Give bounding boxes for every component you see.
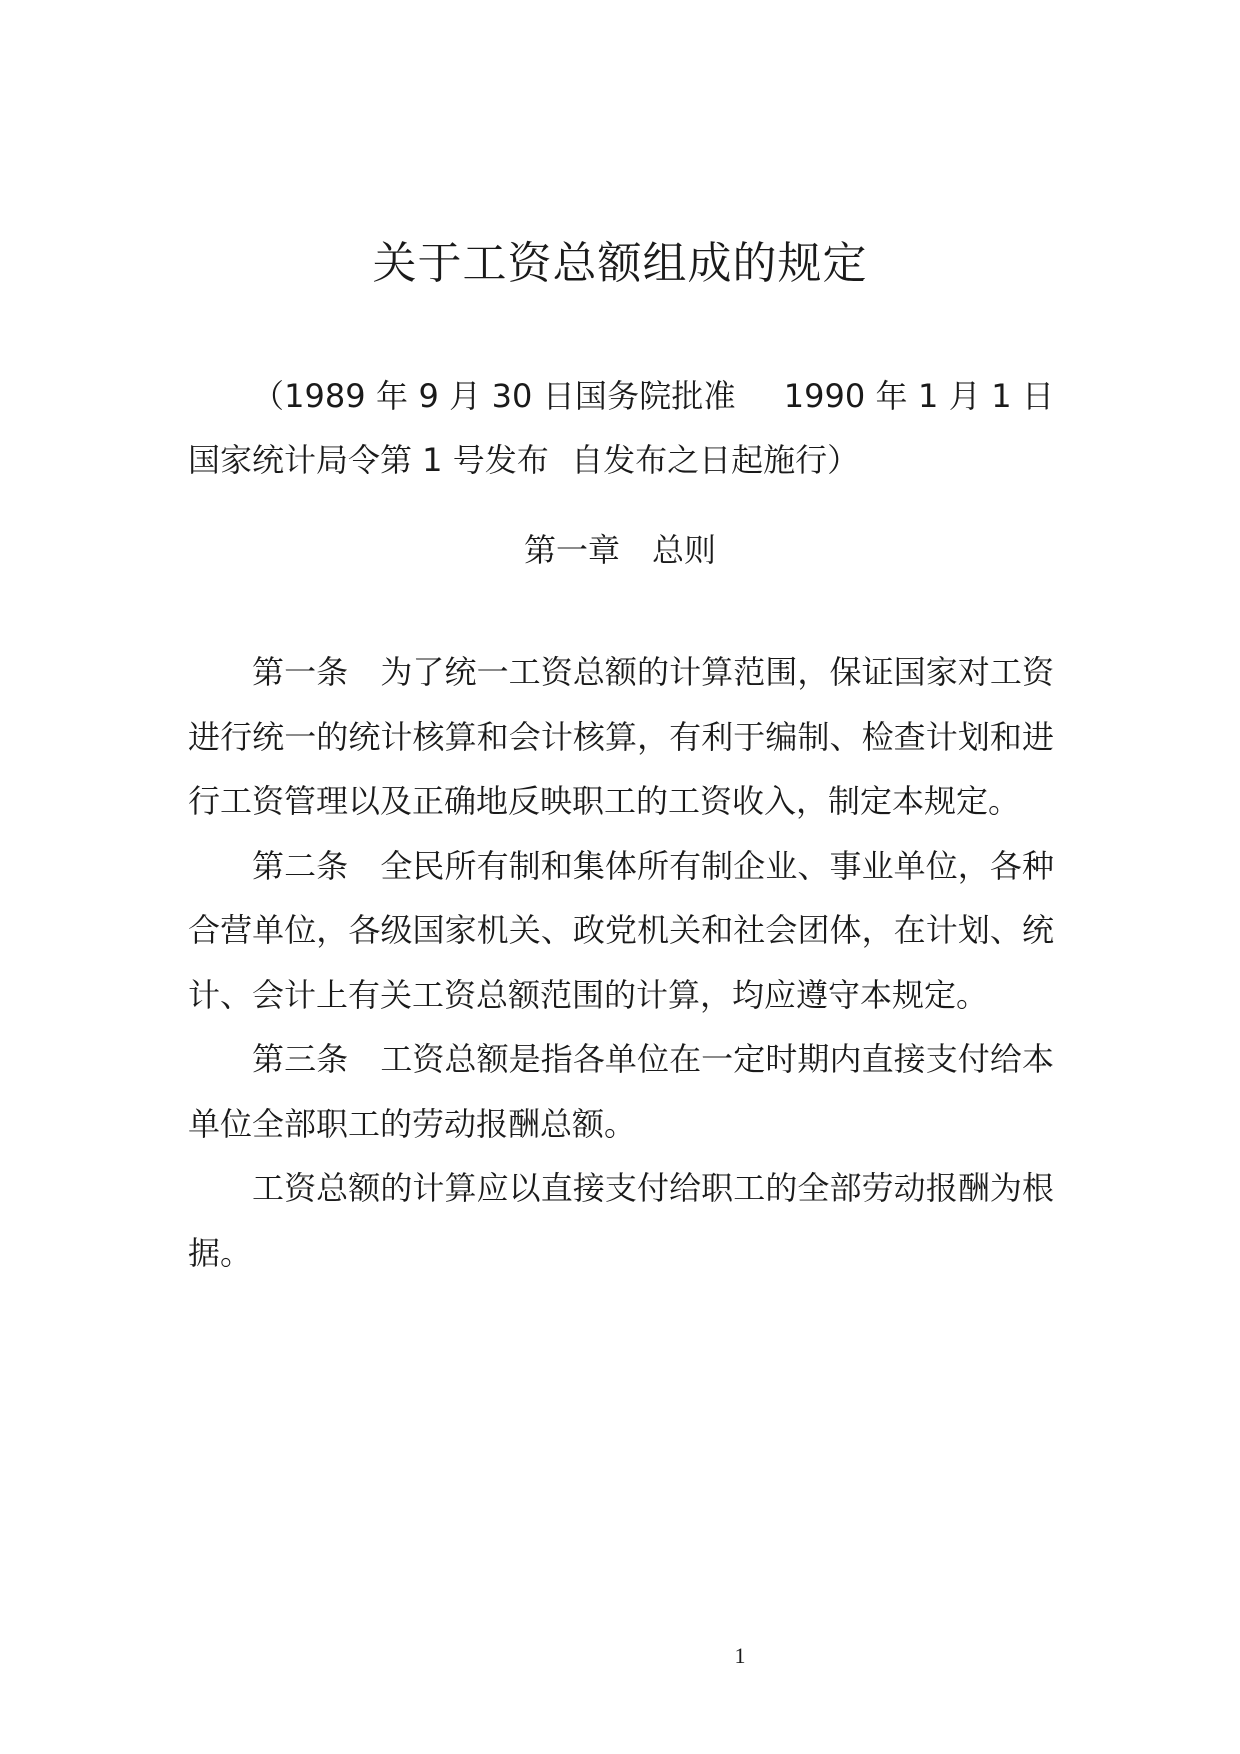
- article-label: 第三条: [252, 1040, 349, 1078]
- article-text: 工资总额是指各单位在一定时期内直接支付给本单位全部职工的劳动报酬总额。: [188, 1040, 1054, 1143]
- page-number: 1: [734, 1643, 746, 1668]
- issuance-note: [188, 364, 1054, 492]
- chapter-name: 总则: [652, 531, 717, 569]
- article-label: 第二条: [252, 846, 349, 885]
- article-text: 为了统一工资总额的计算范围，保证国家对工资进行统一的统计核算和会计核算，有利于编制、检查计划和进行工资管理以及正确地反映职工的工资收入，制定本规定。: [188, 653, 1054, 820]
- article-text: 全民所有制和集体所有制企业、事业单位，各种合营单位，各级国家机关、政党机关和社会团体，在计划、统计、会计上有关工资总额范围的计算，均应遵守本规定。: [188, 846, 1054, 1014]
- document-title: 关于工资总额组成的规定: [372, 238, 868, 289]
- issuance-note-publication: 1990 年 1 月 1 日国家统计局令第 1 号发布: [188, 377, 1054, 479]
- article-1: [188, 640, 1054, 834]
- chapter-heading: [0, 518, 1240, 582]
- article-label: 第一条: [252, 653, 349, 691]
- issuance-note-effective: 自发布之日起施行）: [571, 441, 860, 479]
- articles-section: [188, 640, 1054, 1285]
- paragraph-text: 工资总额的计算应以直接支付给职工的全部劳动报酬为根据。: [188, 1169, 1054, 1272]
- article-2: [188, 834, 1054, 1028]
- issuance-note-approval: （1989 年 9 月 30 日国务院批准: [252, 377, 736, 415]
- chapter-number: 第一章: [523, 531, 620, 569]
- article-3: [188, 1027, 1054, 1156]
- article-3-paragraph-2: [188, 1156, 1054, 1285]
